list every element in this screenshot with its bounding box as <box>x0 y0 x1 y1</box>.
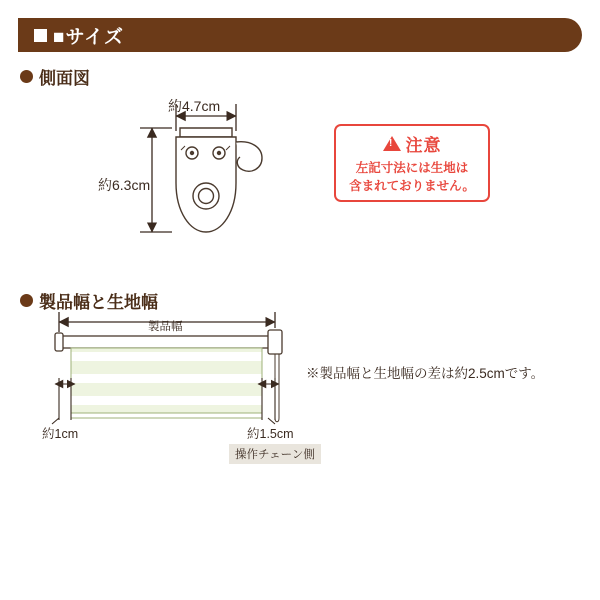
caution-header <box>336 131 488 156</box>
warning-triangle-icon <box>383 136 401 151</box>
section-label: 側面図 <box>39 69 90 88</box>
label-width-difference-note: ※製品幅と生地幅の差は約2.5cmです。 <box>306 366 545 381</box>
label-right-gap: 約1.5cm <box>247 427 294 441</box>
caution-line-1: 左記寸法には生地は <box>355 161 469 175</box>
square-bullet-icon <box>34 29 47 42</box>
caution-line-2: 含まれておりません。 <box>349 179 475 194</box>
page-title: ■サイズ <box>53 26 124 48</box>
caution-text <box>336 159 488 195</box>
side-view-drawing <box>176 128 262 232</box>
label-product-width: 製品幅 <box>148 321 183 333</box>
size-banner <box>18 18 582 52</box>
section-heading-side-view <box>20 64 90 89</box>
circle-bullet-icon <box>20 70 33 83</box>
caution-title: 注意 <box>405 136 442 155</box>
section-label: 製品幅と生地幅 <box>39 293 158 312</box>
label-chain-side: 操作チェーン側 <box>229 444 321 464</box>
circle-bullet-icon <box>20 294 33 307</box>
section-heading-width <box>20 288 158 313</box>
label-left-gap: 約1cm <box>42 427 79 441</box>
label-side-view-width: 約4.7cm <box>168 98 221 114</box>
caution-box <box>334 124 490 202</box>
label-side-view-height: 約6.3cm <box>98 177 151 193</box>
